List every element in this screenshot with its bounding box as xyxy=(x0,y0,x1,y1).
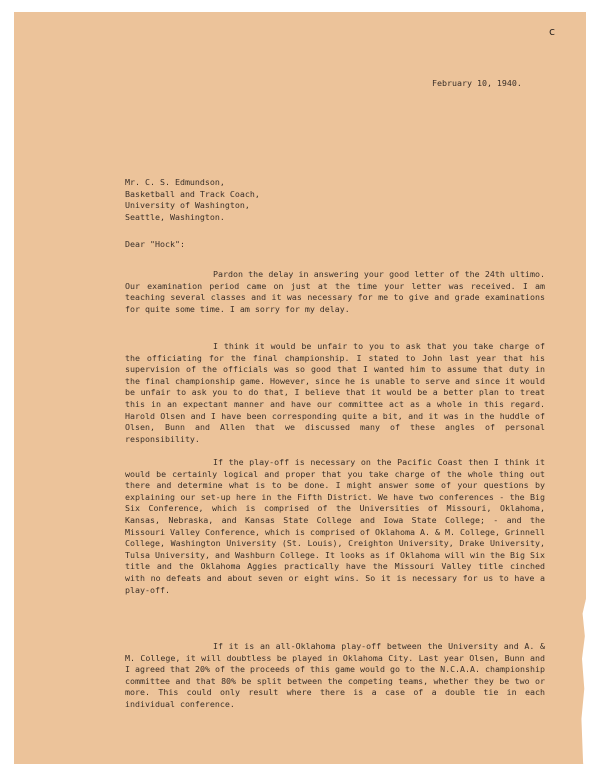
paragraph-1: Pardon the delay in answering your good letter of the 24th ultimo. Our examination period came on just at the time your letter was received. I am teaching several classes and it was necessary for me to give and grade examinations for quite some time. I am sorry for my delay. xyxy=(125,269,545,314)
paragraph-3: If the play-off is necessary on the Pacific Coast then I think it would be certainly logical and proper that you take charge of the whole thing out there and determine what is to be done. I might answer some of your questions by explaining our set-up here in the Fifth District. We have two conferences - the Big Six Conference, which is comprised of the Universities of Missouri, Oklahoma, Kansas, Nebraska, and Kansas State College and Iowa State College; - and the Missouri Valley Conference, which is comprised of Oklahoma A. & M. College, Grinnell College, Washington University (St. Louis), Creighton University, Drake University, Tulsa University, and Washburn College. It looks as if Oklahoma will win the Big Six title and the Oklahoma Aggies practically have the Missouri Valley title cinched with no defeats and about seven or eight wins. So it is necessary for us to have a play-off. xyxy=(125,457,545,595)
recipient-title: Basketball and Track Coach, xyxy=(125,188,260,199)
letter-date: February 10, 1940. xyxy=(432,78,522,88)
salutation: Dear "Hock": xyxy=(125,239,185,249)
recipient-address xyxy=(125,177,260,223)
recipient-city: Seattle, Washington. xyxy=(125,211,225,222)
paragraph-4: If it is an all-Oklahoma play-off between the University and A. & M. College, it will doubtless be played in Oklahoma City. Last year Olsen, Bunn and I agreed that 20% of the proceeds of this game would go to the N.C.A.A. championship committee and that 80% be split between the competing teams, whether they be two or more. This could only result where there is a case of a double tie in each individual conference. xyxy=(125,641,545,709)
recipient-name: Mr. C. S. Edmundson, xyxy=(125,177,225,187)
page-mark: c xyxy=(549,25,556,38)
recipient-institution: University of Washington, xyxy=(125,200,250,211)
paragraph-2: I think it would be unfair to you to ask that you take charge of the officiating for the final championship. I stated to John last year that his supervision of the officials was so good that I wanted him to assume that duty in the final championship game. However, since he is unable to serve and since it would be unfair to ask you to do that, I believe that it would be a better plan to treat this in an expectant manner and have our committee act as a whole in this regard. Harold Olsen and I have been corresponding quite a bit, and it was in the huddle of Olsen, Bunn and Allen that we discussed many of these angles of personal responsibility. xyxy=(125,341,545,444)
letter xyxy=(14,12,586,764)
